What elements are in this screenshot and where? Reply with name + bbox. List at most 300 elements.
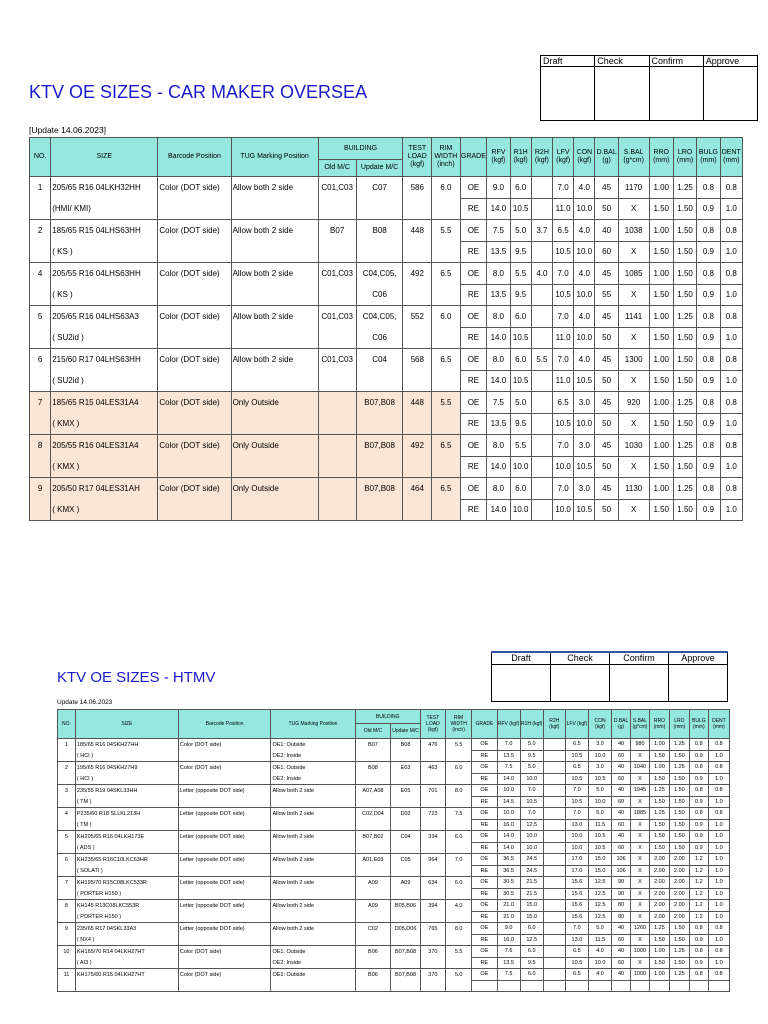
rro-re-cell: 1.50	[649, 456, 673, 478]
rim-width-cell: 6.0	[432, 177, 461, 199]
lfv-oe-cell: 7.0	[565, 923, 588, 935]
barcode-cell-2	[178, 911, 271, 923]
bulg-oe-cell: 1.2	[689, 854, 708, 866]
tug-cell-2	[231, 198, 318, 220]
lfv-re-cell: 17.0	[565, 865, 588, 877]
update-mc-cell-2	[391, 980, 420, 992]
barcode-cell: Letter (opposite DOT side)	[178, 785, 271, 797]
update-mc-cell-2	[391, 796, 420, 808]
col-r2h: R2H (kgf)	[531, 138, 552, 177]
col-old-mc: Old M/C	[355, 724, 391, 739]
rro-re-cell: 2.00	[649, 888, 669, 900]
rim-width-cell: 6.0	[446, 762, 472, 774]
tug-cell-2	[231, 456, 318, 478]
table-row	[58, 808, 730, 820]
htmv-sizes-table	[57, 709, 730, 992]
test-load-cell: 448	[403, 220, 432, 242]
bulg-re-cell: 0.9	[689, 773, 708, 785]
size-cell: KH145 R13C08LKC553R	[75, 900, 178, 912]
old-mc-cell-2	[355, 750, 391, 762]
barcode-cell: Letter (opposite DOT side)	[178, 900, 271, 912]
grade-re-cell: RE	[472, 865, 497, 877]
barcode-cell: Color (DOT side)	[158, 392, 231, 414]
table-row	[58, 762, 730, 774]
bulg-re-cell: 0.9	[697, 413, 720, 435]
col-rim-width: RIM WIDTH (inch)	[432, 138, 461, 177]
rfv-re-cell: 21.0	[497, 911, 520, 923]
sbal-oe-cell: 1130	[618, 478, 649, 500]
barcode-cell-2	[158, 241, 231, 263]
bulg-oe-cell: 0.8	[689, 785, 708, 797]
oversea-sizes-table	[29, 137, 743, 521]
rro-oe-cell: 1.00	[649, 220, 673, 242]
dbal-oe-cell: 45	[595, 177, 618, 199]
old-mc-cell-2	[318, 198, 356, 220]
sbal-re-cell	[631, 980, 650, 992]
lro-oe-cell: 1.50	[669, 831, 689, 843]
test-load-cell-2	[420, 911, 445, 923]
rro-re-cell: 1.50	[649, 842, 669, 854]
col-r1h: R1H (kgf)	[520, 710, 543, 739]
dbal-re-cell: 60	[612, 957, 631, 969]
tug-cell-2	[231, 499, 318, 521]
table-row	[58, 888, 730, 900]
r2h-re-cell	[531, 241, 552, 263]
col-size: SIZE	[51, 138, 158, 177]
r1h-re-cell: 9.5	[510, 241, 531, 263]
r1h-oe-cell: 5.5	[510, 263, 531, 285]
old-mc-cell-2	[355, 911, 391, 923]
sbal-re-cell: X	[618, 413, 649, 435]
dbal-re-cell: 60	[612, 819, 631, 831]
rim-width-cell-2	[446, 911, 472, 923]
dbal-oe-cell: 40	[612, 762, 631, 774]
rro-oe-cell: 1.00	[649, 969, 669, 981]
dbal-oe-cell: 80	[612, 900, 631, 912]
sbal-re-cell: X	[631, 773, 650, 785]
sbal-oe-cell: 1945	[631, 785, 650, 797]
dent-oe-cell: 0.8	[720, 306, 742, 328]
test-load-cell: 723	[420, 808, 445, 820]
lro-oe-cell: 1.50	[673, 263, 696, 285]
row-no-2	[58, 980, 76, 992]
rfv-oe-cell: 36.5	[497, 854, 520, 866]
r2h-oe-cell	[543, 854, 565, 866]
rfv-oe-cell: 10.0	[497, 785, 520, 797]
col-lro: LRO (mm)	[669, 710, 689, 739]
table-row	[30, 456, 743, 478]
barcode-cell-2	[158, 198, 231, 220]
row-no-2	[58, 888, 76, 900]
con-re-cell: 10.0	[574, 241, 595, 263]
con-oe-cell: 4.0	[574, 177, 595, 199]
dbal-oe-cell: 40	[612, 946, 631, 958]
col-dbal: D.BAL (g)	[595, 138, 618, 177]
bulg-oe-cell: 0.8	[697, 263, 720, 285]
barcode-cell-2	[178, 819, 271, 831]
rim-width-cell-2	[446, 865, 472, 877]
sbal-oe-cell: 1885	[631, 808, 650, 820]
dbal-oe-cell: 40	[612, 969, 631, 981]
row-no: 3	[58, 785, 76, 797]
grade-re-cell: RE	[460, 327, 487, 349]
rro-re-cell: 1.50	[649, 370, 673, 392]
table-row	[58, 980, 730, 992]
tug-cell-2	[231, 284, 318, 306]
table-row	[30, 306, 743, 328]
grade-oe-cell: OE	[472, 946, 497, 958]
tug-cell: Allow both 2 side	[271, 877, 355, 889]
rfv-re-cell: 13.5	[497, 750, 520, 762]
rfv-re-cell: 13.5	[497, 957, 520, 969]
bulg-re-cell: 0.9	[697, 284, 720, 306]
barcode-cell-2	[178, 957, 271, 969]
dent-re-cell: 1.0	[708, 750, 729, 762]
sbal-oe-cell: 980	[631, 739, 650, 751]
con-oe-cell: 5.0	[588, 923, 611, 935]
r2h-re-cell	[543, 819, 565, 831]
size-cell: 235/65 R17 04SKL33A3	[75, 923, 178, 935]
lro-re-cell: 1.50	[673, 413, 696, 435]
table-row	[30, 327, 743, 349]
r1h-oe-cell: 7.0	[520, 808, 543, 820]
lfv-oe-cell: 6.5	[565, 739, 588, 751]
dent-oe-cell: 0.8	[708, 808, 729, 820]
barcode-cell: Letter (opposite DOT side)	[178, 808, 271, 820]
col-rfv: RFV (kgf)	[497, 710, 520, 739]
rro-oe-cell: 1.00	[649, 435, 673, 457]
dent-oe-cell: 0.8	[708, 785, 729, 797]
lro-re-cell: 1.50	[673, 327, 696, 349]
bulg-oe-cell: 1.2	[689, 877, 708, 889]
r2h-oe-cell	[543, 877, 565, 889]
rro-re-cell: 1.50	[649, 241, 673, 263]
r1h-oe-cell: 7.0	[520, 785, 543, 797]
bulg-oe-cell: 0.8	[689, 739, 708, 751]
lfv-re-cell: 11.0	[553, 327, 574, 349]
bulg-re-cell: 0.9	[697, 327, 720, 349]
col-tug: TUG Marking Position	[231, 138, 318, 177]
dent-re-cell: 1.0	[720, 413, 742, 435]
r1h-oe-cell: 6.0	[520, 969, 543, 981]
row-no: 11	[58, 969, 76, 981]
col-test-load: TEST LOAD (kgf)	[403, 138, 432, 177]
rfv-re-cell: 13.5	[487, 241, 510, 263]
lfv-re-cell: 10.5	[565, 750, 588, 762]
r2h-oe-cell	[531, 392, 552, 414]
rim-width-cell: 5.5	[446, 946, 472, 958]
update-mc-cell-2	[391, 934, 420, 946]
confirm-label: Confirm	[649, 56, 703, 67]
lfv-re-cell: 10.0	[553, 499, 574, 521]
barcode-cell: Color (DOT side)	[158, 220, 231, 242]
lfv-oe-cell: 7.0	[553, 435, 574, 457]
col-dbal: D.BAL (g)	[612, 710, 631, 739]
sbal-re-cell: X	[618, 327, 649, 349]
dent-oe-cell: 0.8	[708, 969, 729, 981]
col-size: SIZE	[75, 710, 178, 739]
dbal-re-cell: 80	[612, 911, 631, 923]
rro-oe-cell: 1.00	[649, 739, 669, 751]
bulg-re-cell: 0.9	[689, 796, 708, 808]
barcode-cell: Color (DOT side)	[178, 762, 271, 774]
test-load-cell: 568	[403, 349, 432, 371]
rro-re-cell: 1.50	[649, 499, 673, 521]
lro-re-cell: 1.50	[669, 796, 689, 808]
table-row	[58, 773, 730, 785]
dent-re-cell: 1.0	[708, 819, 729, 831]
test-load-cell-2	[420, 957, 445, 969]
col-dent: DENT (mm)	[708, 710, 729, 739]
dbal-oe-cell: 40	[595, 220, 618, 242]
dbal-oe-cell: 106	[612, 854, 631, 866]
r2h-oe-cell	[543, 923, 565, 935]
table-row	[58, 796, 730, 808]
con-re-cell: 11.5	[588, 819, 611, 831]
lro-oe-cell: 2.00	[669, 854, 689, 866]
size-cell: 205/65 R16 04LKH32HH	[51, 177, 158, 199]
update-mc-cell: B07,B08	[356, 435, 403, 457]
rro-re-cell: 1.50	[649, 284, 673, 306]
lfv-oe-cell: 6.5	[553, 220, 574, 242]
lfv-oe-cell: 7.0	[565, 808, 588, 820]
lfv-oe-cell: 7.0	[553, 177, 574, 199]
update-mc-cell: C04	[391, 831, 420, 843]
dent-oe-cell: 0.8	[720, 392, 742, 414]
update-mc-cell-2	[356, 370, 403, 392]
update-mc-cell: D02	[391, 808, 420, 820]
rro-oe-cell: 1.25	[649, 923, 669, 935]
con-oe-cell: 5.0	[588, 808, 611, 820]
row-no-2	[58, 957, 76, 969]
lro-re-cell: 1.50	[673, 284, 696, 306]
bulg-oe-cell: 0.8	[697, 306, 720, 328]
dbal-oe-cell: 45	[595, 306, 618, 328]
check-label: Check	[595, 56, 649, 67]
lfv-oe-cell: 10.0	[565, 831, 588, 843]
r2h-re-cell	[531, 284, 552, 306]
lro-re-cell: 1.50	[673, 456, 696, 478]
dent-re-cell: 1.0	[720, 456, 742, 478]
dent-re-cell: 1.0	[720, 198, 742, 220]
update-mc-cell-2	[391, 911, 420, 923]
test-load-cell: 464	[403, 478, 432, 500]
table-row	[30, 392, 743, 414]
con-oe-cell: 4.0	[574, 263, 595, 285]
r2h-re-cell	[543, 865, 565, 877]
test-load-cell-2	[403, 198, 432, 220]
lro-oe-cell: 1.50	[669, 785, 689, 797]
update-mc-cell: D05,D06	[391, 923, 420, 935]
con-oe-cell: 5.0	[588, 785, 611, 797]
col-no: NO.	[30, 138, 51, 177]
r2h-oe-cell	[543, 969, 565, 981]
old-mc-cell-2	[318, 284, 356, 306]
size-cell-2	[75, 980, 178, 992]
lro-re-cell: 1.50	[673, 241, 696, 263]
grade-re-cell: RE	[460, 370, 487, 392]
lro-re-cell: 1.50	[669, 957, 689, 969]
tug-cell: Allow both 2 side	[231, 306, 318, 328]
con-oe-cell: 15.0	[588, 854, 611, 866]
rfv-re-cell: 30.5	[497, 888, 520, 900]
approve-label: Approve	[703, 56, 757, 67]
confirm-label: Confirm	[610, 652, 669, 665]
rfv-re-cell: 36.5	[497, 865, 520, 877]
update-mc-cell-2: C06	[356, 327, 403, 349]
update-mc-cell-2	[391, 865, 420, 877]
test-load-cell-2	[420, 842, 445, 854]
tug-cell: OE1: Outside	[271, 762, 355, 774]
grade-oe-cell: OE	[460, 349, 487, 371]
grade-re-cell	[472, 980, 497, 992]
bulg-oe-cell: 0.8	[689, 762, 708, 774]
rfv-oe-cell: 7.5	[487, 392, 510, 414]
rim-width-cell-2	[446, 842, 472, 854]
row-no: 5	[58, 831, 76, 843]
con-oe-cell: 12.5	[588, 900, 611, 912]
tug-cell: Allow both 2 side	[271, 785, 355, 797]
size-cell-2: ( TM )	[75, 819, 178, 831]
old-mc-cell: B07	[355, 739, 391, 751]
test-load-cell-2	[420, 750, 445, 762]
rro-re-cell: 1.50	[649, 819, 669, 831]
size-cell: 205/50 R17 04LES31AH	[51, 478, 158, 500]
dbal-oe-cell: 90	[612, 877, 631, 889]
grade-oe-cell: OE	[460, 263, 487, 285]
rro-re-cell: 2.00	[649, 911, 669, 923]
dbal-re-cell: 50	[595, 413, 618, 435]
grade-re-cell: RE	[472, 888, 497, 900]
bulg-re-cell: 1.2	[689, 911, 708, 923]
col-update-mc: Update M/C	[356, 160, 403, 177]
tug-cell: Allow both 2 side	[271, 923, 355, 935]
test-load-cell-2	[403, 284, 432, 306]
row-no: 2	[58, 762, 76, 774]
col-rro: RRO (mm)	[649, 710, 669, 739]
sbal-re-cell: X	[631, 911, 650, 923]
rim-width-cell: 6.0	[432, 306, 461, 328]
row-no: 1	[58, 739, 76, 751]
dbal-re-cell: 60	[595, 241, 618, 263]
table-row	[58, 934, 730, 946]
old-mc-cell	[318, 392, 356, 414]
size-cell-2: ( KMX )	[51, 456, 158, 478]
old-mc-cell: C01,C03	[318, 349, 356, 371]
update-mc-cell: B05,B06	[391, 900, 420, 912]
update-mc-cell: B07,B08	[391, 969, 420, 981]
lfv-oe-cell: 6.5	[565, 946, 588, 958]
row-no-2	[30, 370, 51, 392]
size-cell: KH165/70 R14 04LKH27HT	[75, 946, 178, 958]
rro-re-cell: 1.50	[649, 934, 669, 946]
row-no: 6	[30, 349, 51, 371]
dent-oe-cell: 0.8	[708, 946, 729, 958]
test-load-cell-2	[420, 865, 445, 877]
test-load-cell-2	[403, 241, 432, 263]
old-mc-cell-2	[318, 241, 356, 263]
draft-signature-cell	[492, 665, 551, 702]
table-row	[30, 370, 743, 392]
r2h-oe-cell	[543, 808, 565, 820]
old-mc-cell: B08	[355, 762, 391, 774]
update-mc-cell-2: C06	[356, 284, 403, 306]
test-load-cell: 334	[420, 831, 445, 843]
rfv-re-cell: 14.0	[487, 370, 510, 392]
rim-width-cell-2	[446, 980, 472, 992]
bulg-oe-cell: 0.8	[689, 969, 708, 981]
update-mc-cell: A09	[391, 877, 420, 889]
lfv-oe-cell: 7.0	[565, 785, 588, 797]
rim-width-cell-2	[446, 773, 472, 785]
rfv-oe-cell: 7.5	[497, 969, 520, 981]
update-mc-cell: B07,B08	[391, 946, 420, 958]
col-no: NO.	[58, 710, 76, 739]
r2h-re-cell	[531, 456, 552, 478]
dbal-re-cell: 90	[612, 888, 631, 900]
lfv-oe-cell: 15.6	[565, 877, 588, 889]
con-re-cell: 10.0	[574, 198, 595, 220]
old-mc-cell-2	[318, 327, 356, 349]
test-load-cell: 765	[420, 923, 445, 935]
old-mc-cell-2	[355, 957, 391, 969]
col-con: CON (kgf)	[588, 710, 611, 739]
rro-oe-cell: 1.00	[649, 177, 673, 199]
grade-re-cell: RE	[472, 773, 497, 785]
tug-cell-2	[271, 842, 355, 854]
tug-cell: OE1: Outside	[271, 739, 355, 751]
size-cell-2: ( NX4 )	[75, 934, 178, 946]
col-grade: GRADE	[472, 710, 497, 739]
rim-width-cell-2	[432, 241, 461, 263]
tug-cell-2	[231, 327, 318, 349]
bulg-re-cell: 0.9	[697, 499, 720, 521]
grade-re-cell: RE	[472, 934, 497, 946]
rfv-oe-cell: 21.0	[497, 900, 520, 912]
r1h-re-cell: 10.5	[510, 327, 531, 349]
update-mc-cell-2	[391, 750, 420, 762]
col-bulg: BULG (mm)	[689, 710, 708, 739]
con-re-cell: 10.5	[574, 456, 595, 478]
rro-re-cell: 1.50	[649, 957, 669, 969]
size-cell-2: ( ADS )	[75, 842, 178, 854]
con-oe-cell: 10.5	[588, 831, 611, 843]
r2h-oe-cell: 5.5	[531, 349, 552, 371]
tug-cell-2	[231, 370, 318, 392]
row-no-2	[58, 773, 76, 785]
dbal-re-cell: 50	[595, 327, 618, 349]
barcode-cell-2	[158, 456, 231, 478]
lfv-re-cell: 10.5	[553, 413, 574, 435]
r1h-oe-cell: 6.0	[520, 946, 543, 958]
lro-oe-cell: 1.25	[673, 435, 696, 457]
sbal-re-cell: X	[618, 456, 649, 478]
rfv-re-cell: 14.0	[487, 198, 510, 220]
dent-re-cell: 1.0	[708, 888, 729, 900]
bulg-re-cell: 0.9	[689, 819, 708, 831]
size-cell: P235/60 R18 SLLKL213H	[75, 808, 178, 820]
lro-oe-cell: 1.25	[669, 762, 689, 774]
confirm-signature-cell	[610, 665, 669, 702]
rro-oe-cell: 1.00	[649, 946, 669, 958]
old-mc-cell-2	[355, 773, 391, 785]
r2h-re-cell	[543, 842, 565, 854]
dbal-oe-cell: 40	[612, 831, 631, 843]
con-re-cell: 12.5	[588, 888, 611, 900]
r1h-re-cell: 9.5	[520, 957, 543, 969]
table-row	[30, 413, 743, 435]
tug-cell: Allow both 2 side	[271, 808, 355, 820]
